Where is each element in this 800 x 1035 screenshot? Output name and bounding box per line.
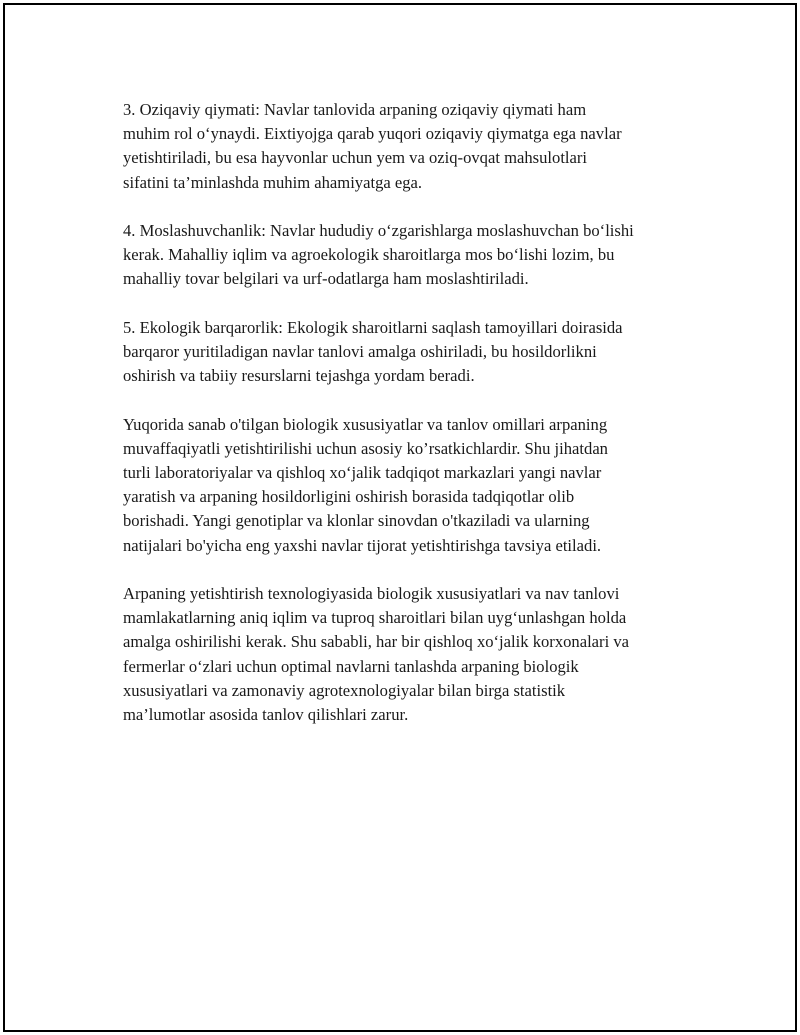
text-line: Yuqorida sanab o'tilgan biologik xususiyatlar va tanlov omillari arpaning (123, 414, 608, 434)
text-line: mamlakatlarning aniq iqlim va tuproq sharoitlari bilan uyg‘unlashgan holda (123, 608, 627, 628)
paragraph-adaptability (123, 219, 703, 292)
text-line: ma’lumotlar asosida tanlov qilishlari zarur. (123, 705, 409, 725)
paragraph-ecological-sustainability (123, 316, 703, 389)
paragraph-nutritional-value (123, 98, 703, 195)
page-frame (3, 3, 797, 1032)
text-line: 4. Moslashuvchanlik: Navlar hududiy o‘zgarishlarga moslashuvchan bo‘lishi (123, 221, 634, 240)
text-line: oshirish va tabiiy resurslarni tejashga yordam beradi. (123, 366, 475, 386)
text-line: muvaffaqiyatli yetishtirilishi uchun asosiy ko’rsatkichlardir. Shu jihatdan (123, 438, 608, 458)
text-line: amalga oshirilishi kerak. Shu sababli, har bir qishloq xo‘jalik korxonalari va (123, 632, 629, 652)
text-line: sifatini ta’minlashda muhim ahamiyatga ega. (123, 172, 423, 192)
text-line: Arpaning yetishtirish texnologiyasida biologik xususiyatlari va nav tanlovi (123, 584, 620, 603)
text-line: muhim rol o‘ynaydi. Eixtiyojga qarab yuqori oziqaviy qiymatga ega navlar (123, 124, 622, 144)
text-line: fermerlar o‘zlari uchun optimal navlarni tanlashda arpaning biologik (123, 656, 579, 676)
text-line: mahalliy tovar belgilari va urf-odatlarga ham moslashtiriladi. (123, 269, 529, 289)
text-line: barqaror yuritiladigan navlar tanlovi amalga oshiriladi, bu hosildorlikni (123, 342, 597, 361)
text-line: borishadi. Yangi genotiplar va klonlar sinovdan o'tkaziladi va ularning (123, 511, 590, 531)
text-line: yaratish va arpaning hosildorligini oshirish borasida tadqiqotlar olib (123, 487, 575, 507)
text-line: 3. Oziqaviy qiymati: Navlar tanlovida arpaning oziqaviy qiymati ham (123, 100, 587, 119)
text-line: xususiyatlari va zamonaviy agrotexnologiyalar bilan birga statistik (123, 680, 566, 700)
text-line: natijalari bo'yicha eng yaxshi navlar tijorat yetishtirishga tavsiya etiladi. (123, 535, 602, 555)
text-line: kerak. Mahalliy iqlim va agroekologik sharoitlarga mos bo‘lishi lozim, bu (123, 245, 615, 265)
document-body (123, 98, 703, 751)
paragraph-summary (123, 413, 703, 558)
text-line: yetishtiriladi, bu esa hayvonlar uchun yem va oziq-ovqat mahsulotlari (123, 148, 588, 168)
paragraph-conclusion (123, 582, 703, 727)
text-line: turli laboratoriyalar va qishloq xo‘jalik tadqiqot markazlari yangi navlar (123, 463, 602, 482)
text-line: 5. Ekologik barqarorlik: Ekologik sharoitlarni saqlash tamoyillari doirasida (123, 317, 623, 337)
